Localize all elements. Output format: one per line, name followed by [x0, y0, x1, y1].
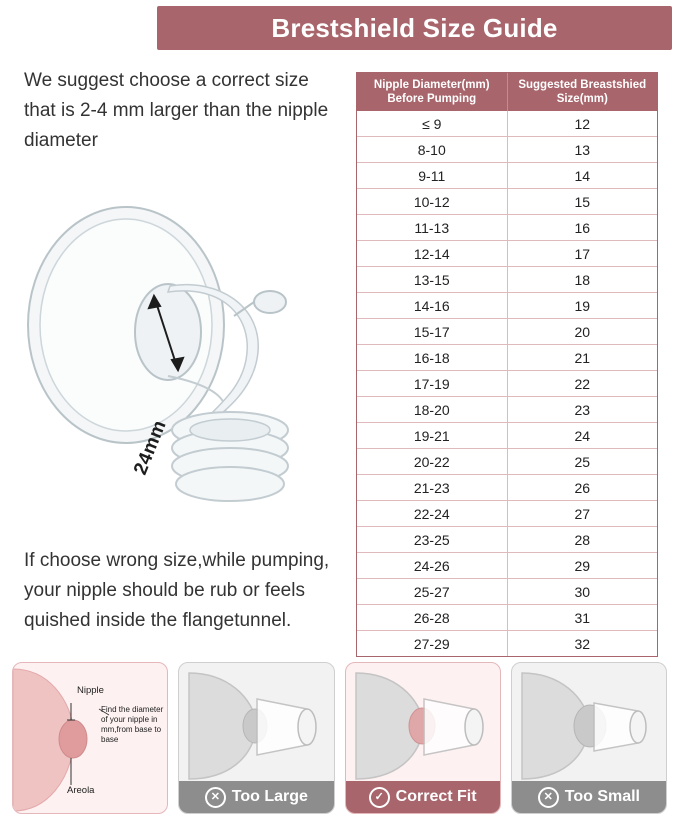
cell-nipple-diameter: 17-19	[357, 371, 507, 397]
table-row	[357, 423, 657, 449]
cell-nipple-diameter: 24-26	[357, 553, 507, 579]
page-title: Brestshield Size Guide	[271, 12, 558, 43]
table-row	[357, 163, 657, 189]
fit-illustration-correct	[346, 663, 501, 783]
caption-too-small-text: Too Small	[564, 788, 640, 805]
label-instruction: Find the diameter of your nipple in mm,from base to base	[101, 705, 164, 744]
table-row	[357, 241, 657, 267]
cell-nipple-diameter: 25-27	[357, 579, 507, 605]
cell-nipple-diameter: 11-13	[357, 215, 507, 241]
cell-nipple-diameter: 16-18	[357, 345, 507, 371]
page-header-banner	[157, 6, 672, 50]
panel-too-large	[178, 662, 334, 814]
cell-nipple-diameter: 13-15	[357, 267, 507, 293]
table-row	[357, 397, 657, 423]
table-row	[357, 605, 657, 631]
table-body	[357, 111, 657, 656]
cell-nipple-diameter: ≤ 9	[357, 111, 507, 137]
cross-circle-icon: ✕	[205, 787, 226, 808]
column-header-suggested-size-line2: Size(mm)	[556, 93, 608, 105]
size-table	[357, 73, 657, 656]
cell-suggested-size: 13	[507, 137, 657, 163]
cell-nipple-diameter: 10-12	[357, 189, 507, 215]
intro-paragraph: We suggest choose a correct size that is 2-4 mm larger than the nipple diameter	[24, 70, 329, 151]
panel-too-small	[511, 662, 667, 814]
table-row	[357, 345, 657, 371]
column-header-suggested-size	[507, 73, 657, 111]
cell-suggested-size: 20	[507, 319, 657, 345]
caption-too-small	[512, 781, 666, 813]
table-row	[357, 579, 657, 605]
cell-suggested-size: 32	[574, 635, 591, 652]
cell-suggested-size: 12	[507, 111, 657, 137]
cell-nipple-diameter: 19-21	[357, 423, 507, 449]
table-row	[357, 267, 657, 293]
cell-nipple-diameter: 23-25	[357, 527, 507, 553]
cell-suggested-size: 27	[507, 501, 657, 527]
cell-suggested-size: 19	[507, 293, 657, 319]
cell-nipple-diameter: 8-10	[357, 137, 507, 163]
cross-circle-icon: ✕	[538, 787, 559, 808]
cell-suggested-size: 17	[507, 241, 657, 267]
cell-suggested-size: 22	[507, 371, 657, 397]
table-row	[357, 293, 657, 319]
cell-suggested-size: 24	[507, 423, 657, 449]
fit-illustration-too-large	[179, 663, 334, 783]
cell-nipple-diameter: 27-29	[357, 631, 507, 657]
caption-correct-fit-text: Correct Fit	[395, 788, 477, 805]
cell-nipple-diameter: 9-11	[357, 163, 507, 189]
table-row	[357, 501, 657, 527]
table-row	[357, 553, 657, 579]
column-header-nipple-diameter	[357, 73, 507, 111]
table-row	[357, 215, 657, 241]
panel-measure-diagram	[12, 662, 168, 814]
size-table-container	[356, 72, 658, 657]
caption-too-large-text: Too Large	[231, 788, 308, 805]
cell-nipple-diameter: 21-23	[357, 475, 507, 501]
measurement-label: 24mm	[130, 417, 171, 478]
warning-paragraph: If choose wrong size,while pumping, your nipple should be rub or feels quished inside the flangetunnel.	[24, 550, 330, 631]
cell-nipple-diameter: 14-16	[357, 293, 507, 319]
table-row	[357, 527, 657, 553]
cell-nipple-diameter: 15-17	[357, 319, 507, 345]
cell-suggested-size: 21	[507, 345, 657, 371]
cell-suggested-size: 23	[507, 397, 657, 423]
check-circle-icon: ✓	[369, 787, 390, 808]
cell-nipple-diameter: 22-24	[357, 501, 507, 527]
column-header-nipple-diameter-line2: Before Pumping	[387, 93, 477, 105]
cell-suggested-size: 28	[507, 527, 657, 553]
diagram-label-group	[13, 663, 167, 813]
table-header-row	[357, 73, 657, 111]
cell-suggested-size: 26	[507, 475, 657, 501]
table-row	[357, 189, 657, 215]
cell-suggested-size: 29	[507, 553, 657, 579]
cell-nipple-diameter: 18-20	[357, 397, 507, 423]
table-row	[357, 371, 657, 397]
breastshield-illustration	[18, 180, 348, 520]
panel-correct-fit	[345, 662, 501, 814]
cell-suggested-size: 18	[507, 267, 657, 293]
caption-too-large	[179, 781, 333, 813]
table-row	[357, 631, 657, 657]
table-row	[357, 111, 657, 137]
breastshield-drawing	[18, 180, 348, 520]
table-row	[357, 475, 657, 501]
table-row	[357, 449, 657, 475]
table-row	[357, 319, 657, 345]
table-row	[357, 137, 657, 163]
cell-nipple-diameter: 12-14	[357, 241, 507, 267]
cell-suggested-size: 31	[507, 605, 657, 631]
column-header-nipple-diameter-line1: Nipple Diameter(mm)	[373, 79, 490, 91]
cell-suggested-size: 30	[507, 579, 657, 605]
cell-suggested-size: 25	[507, 449, 657, 475]
cell-nipple-diameter: 26-28	[357, 605, 507, 631]
column-header-suggested-size-line1: Suggested Breastshied	[518, 79, 647, 91]
label-nipple: Nipple	[77, 685, 104, 696]
fit-illustration-too-small	[512, 663, 667, 783]
fit-examples-row	[12, 662, 667, 814]
cell-suggested-size: 15	[507, 189, 657, 215]
caption-correct-fit	[346, 781, 500, 813]
cell-suggested-size: 16	[507, 215, 657, 241]
label-areola: Areola	[67, 785, 95, 796]
cell-suggested-size: 14	[507, 163, 657, 189]
cell-nipple-diameter: 20-22	[357, 449, 507, 475]
